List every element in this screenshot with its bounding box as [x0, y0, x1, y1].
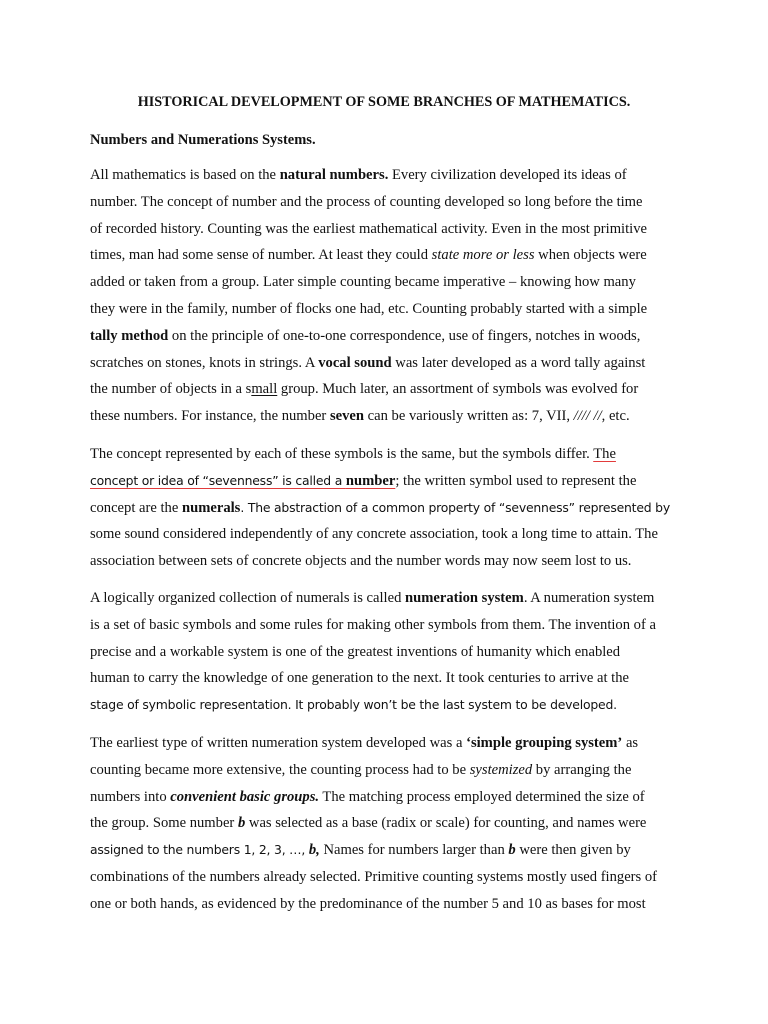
document-title: HISTORICAL DEVELOPMENT OF SOME BRANCHES OF MATHEMATICS. — [137, 94, 631, 110]
bold-term: ‘simple grouping system’ — [466, 735, 623, 751]
underlined-text: mall — [251, 381, 278, 398]
bold-term: seven — [329, 408, 364, 425]
paragraph-line: some sound considered independently of any concrete association, took a long time to attain. The — [90, 526, 658, 543]
tally-marks: //// // — [573, 408, 602, 425]
bold-term: natural numbers. — [279, 167, 389, 183]
paragraph-line: they were in the family, number of flocks one had, etc. Counting probably started with a simple — [90, 300, 648, 317]
paragraph-line: The concept represented by each of these symbols is the same, but the symbols differ. The — [90, 446, 616, 462]
bold-term: number — [345, 472, 396, 489]
bold-term: numerals — [181, 499, 241, 516]
paragraph-line: human to carry the knowledge of one generation to the next. It took centuries to arrive at the — [90, 670, 629, 687]
bold-term: numeration system — [405, 590, 524, 606]
paragraph-line: the group. Some number b was selected as a base (radix or scale) for counting, and names were — [90, 815, 647, 832]
red-underlined-text: concept or idea of “sevenness” is called a — [90, 472, 346, 488]
paragraph-3 — [90, 585, 690, 719]
base-variable: b — [508, 842, 516, 859]
paragraph-line: times, man had some sense of number. At least they could state more or less when objects were — [90, 247, 647, 264]
italic-phrase: systemized — [469, 761, 533, 778]
paragraph-line: association between sets of concrete objects and the number words may now seem lost to us. — [90, 553, 632, 570]
paragraph-line: combinations of the numbers already selected. Primitive counting systems mostly used fingers of — [90, 868, 658, 885]
paragraph-line: A logically organized collection of numerals is called numeration system. A numeration system — [90, 590, 655, 606]
paragraph-line: stage of symbolic representation. It probably won’t be the last system to be developed. — [90, 697, 617, 713]
bold-italic-term: convenient basic groups. — [170, 788, 320, 805]
paragraph-4 — [90, 730, 690, 918]
paragraph-line: The earliest type of written numeration system developed was a ‘simple grouping system’ as — [90, 735, 639, 751]
paragraph-line: one or both hands, as evidenced by the predominance of the number 5 and 10 as bases for most — [90, 895, 646, 912]
paragraph-1 — [90, 162, 690, 430]
base-variable: b — [237, 815, 246, 832]
paragraph-line: concept or idea of “sevenness” is called a number; the written symbol used to represent the — [90, 472, 637, 489]
paragraph-line: the number of objects in a small group. Much later, an assortment of symbols was evolved for — [90, 381, 639, 398]
paragraph-2 — [90, 441, 690, 575]
italic-phrase: state more or less — [431, 247, 535, 264]
paragraph-line: counting became more extensive, the counting process had to be systemized by arranging the — [90, 761, 632, 778]
paragraph-line: number. The concept of number and the process of counting developed so long before the time — [90, 193, 643, 210]
paragraph-line: assigned to the numbers 1, 2, 3, …, b, Names for numbers larger than b were then given by — [90, 842, 631, 859]
paragraph-line: scratches on stones, knots in strings. A vocal sound was later developed as a word tally against — [90, 354, 646, 371]
paragraph-line: added or taken from a group. Later simple counting became imperative – knowing how many — [90, 274, 636, 291]
red-underlined-text: The — [593, 446, 616, 462]
section-heading: Numbers and Numerations Systems. — [90, 132, 316, 148]
paragraph-line: concept are the numerals. The abstraction of a common property of “sevenness” represented by — [90, 499, 670, 516]
paragraph-line: All mathematics is based on the natural numbers. Every civilization developed its ideas of — [90, 167, 627, 183]
bold-term: tally method — [90, 327, 169, 344]
paragraph-line: these numbers. For instance, the number seven can be variously written as: 7, VII, //// //, etc. — [90, 408, 630, 425]
base-variable: b, — [308, 842, 320, 859]
bold-term: vocal sound — [318, 354, 392, 371]
paragraph-line: of recorded history. Counting was the earliest mathematical activity. Even in the most primitive — [90, 220, 647, 237]
paragraph-line: is a set of basic symbols and some rules for making other symbols from them. The invention of a — [90, 616, 656, 633]
paragraph-line: tally method on the principle of one-to-one correspondence, use of fingers, notches in woods, — [90, 327, 641, 344]
paragraph-line: precise and a workable system is one of the greatest inventions of humanity which enabled — [90, 643, 621, 660]
paragraph-line: numbers into convenient basic groups. The matching process employed determined the size of — [90, 788, 645, 805]
